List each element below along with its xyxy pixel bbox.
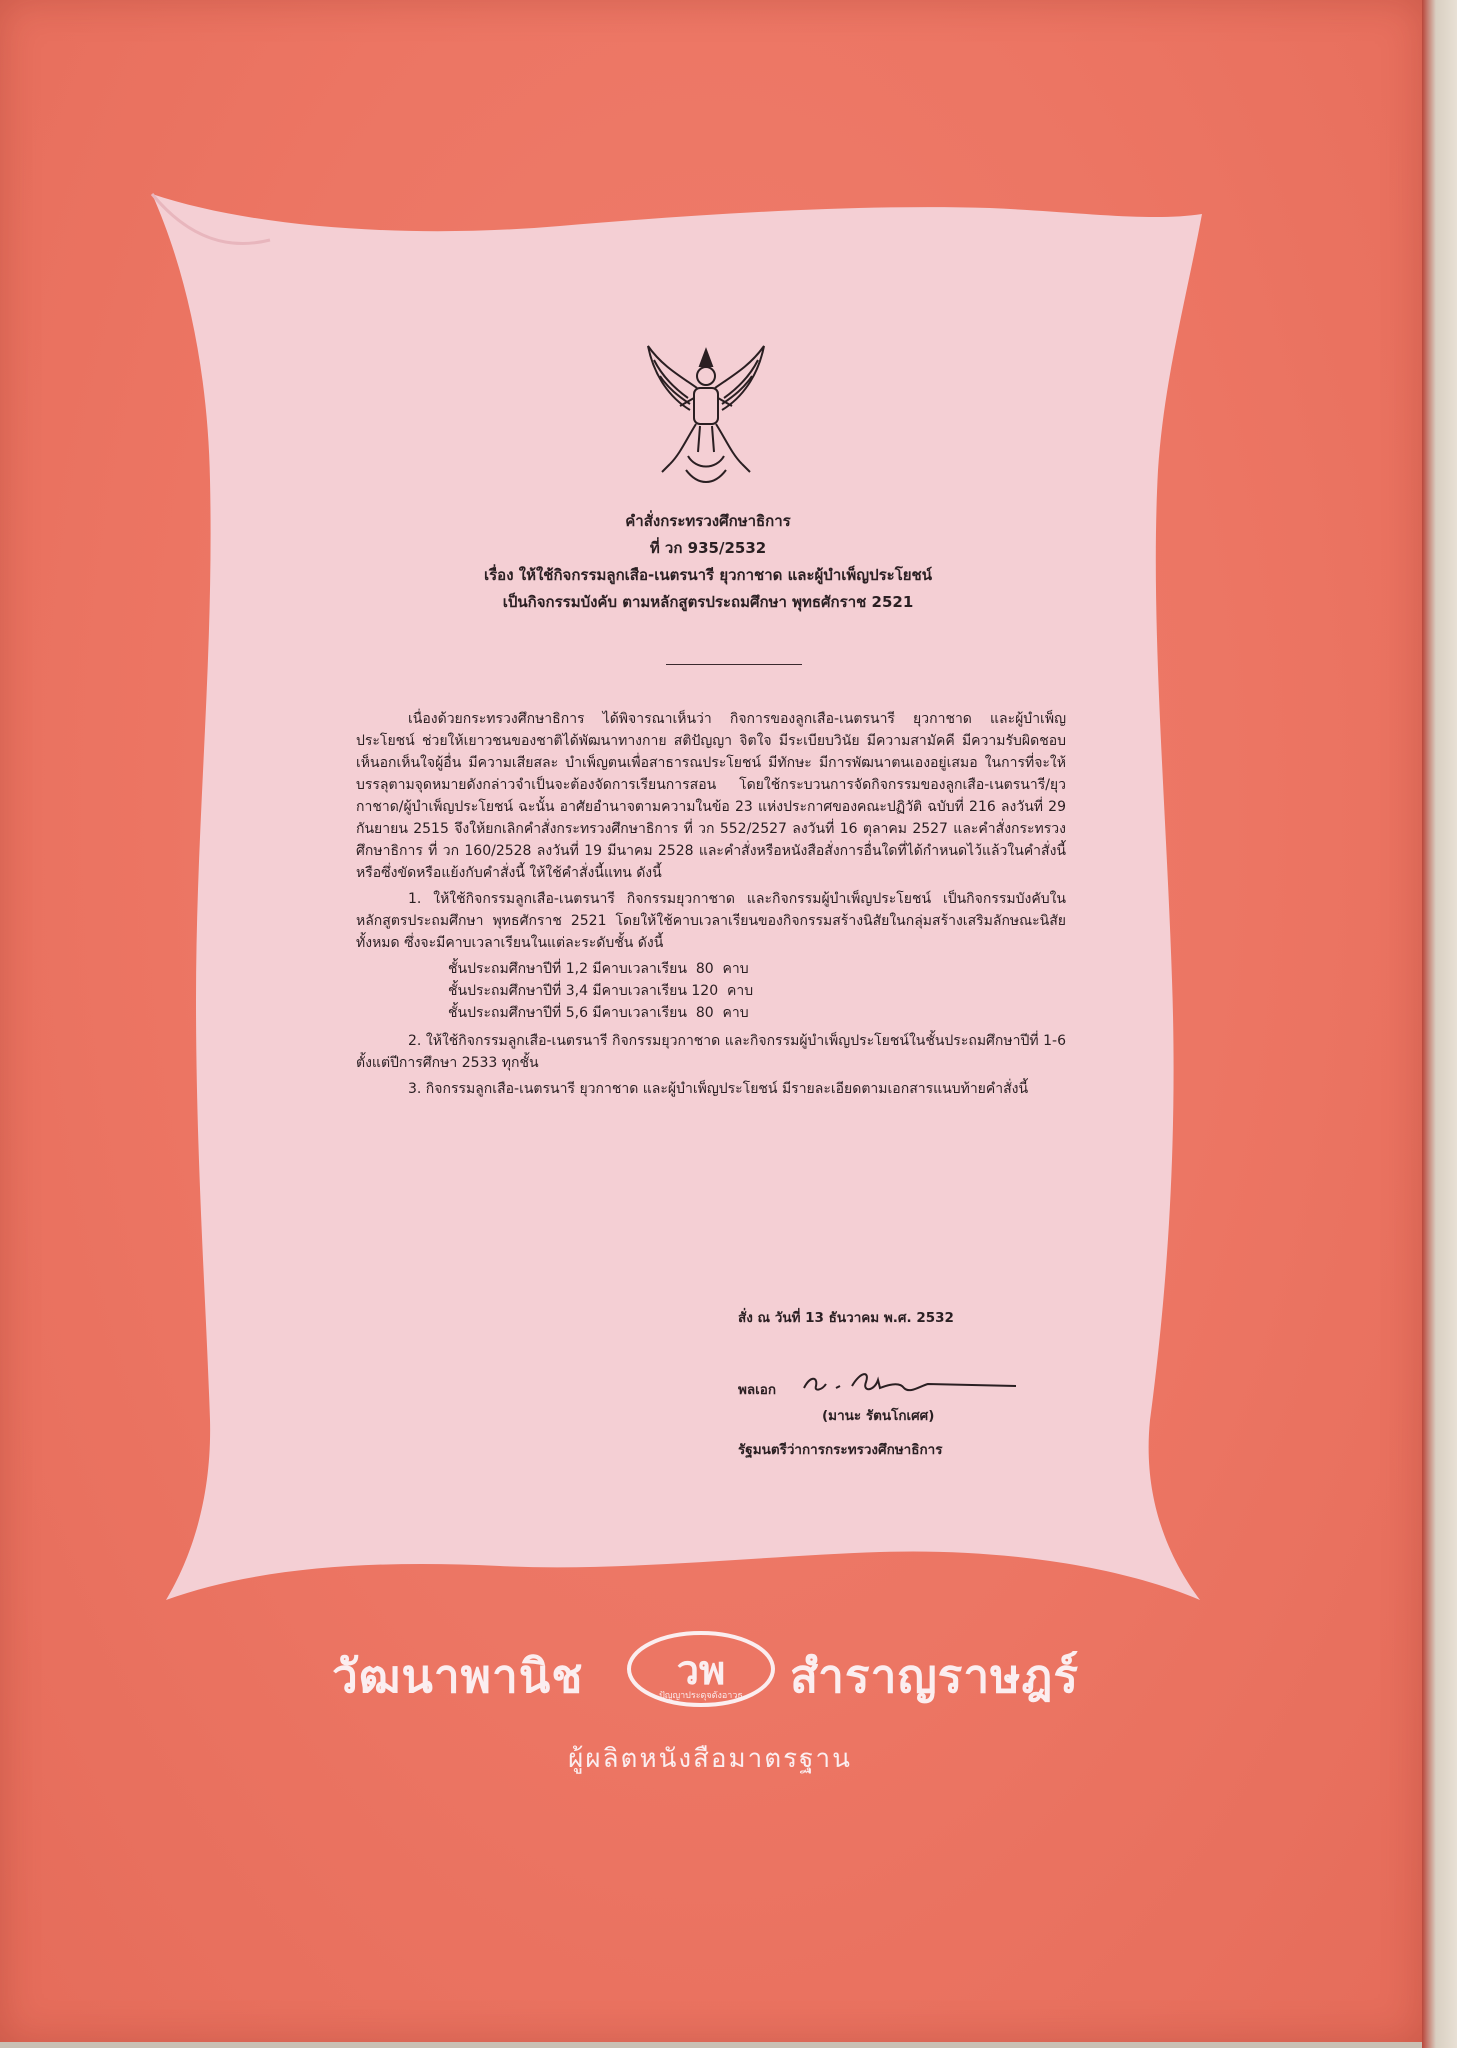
preamble-paragraph: เนื่องด้วยกระทรวงศึกษาธิการ ได้พิจารณาเห็นว่า กิจการของลูกเสือ-เนตรนารี ยุวกาชาด และผู้บำเพ็ญประโยชน์ ช่วยให้เยาวชนของชาติได้พัฒนาทางกาย สติปัญญา จิตใจ มีระเบียบวินัย มีความสามัคคี มีความรับผิดชอบ เห็นอกเห็นใจผู้อื่น มีความเสียสละ บำเพ็ญตนเพื่อสาธารณประโยชน์ มีทักษะ มีการพัฒนาตนเองอยู่เสมอ ในการที่จะให้บรรลุตามจุดหมายดังกล่าวจำเป็นจะต้องจัดการเรียนการสอน โดยใช้กระบวนการจัดกิจกรรมของลูกเสือ-เนตรนารี/ยุวกาชาด/ผู้บำเพ็ญประโยชน์ ฉะนั้น อาศัยอำนาจตามความในข้อ 23 แห่งประกาศของคณะปฏิวัติ ฉบับที่ 216 ลงวันที่ 29 กันยายน 2515 จึงให้ยกเลิกคำสั่งกระทรวงศึกษาธิการ ที่ วก 552/2527 ลงวันที่ 16 ตุลาคม 2527 และคำสั่งกระทรวงศึกษาธิการ ที่ วก 160/2528 ลงวันที่ 19 มีนาคม 2528 และคำสั่งหรือหนังสือสั่งการอื่นใดที่ได้กำหนดไว้แล้วในคำสั่งนี้หรือซึ่งขัดหรือแย้งกับคำสั่งนี้ ให้ใช้คำสั่งนี้แทน ดังนี้ [356, 711, 1066, 881]
order-date: สั่ง ณ วันที่ 13 ธันวาคม พ.ศ. 2532 [738, 1310, 954, 1326]
order-subject-line-2: เป็นกิจกรรมบังคับ ตามหลักสูตรประถมศึกษา พุทธศักราช 2521 [502, 593, 914, 611]
item-3-paragraph: 3. กิจกรรมลูกเสือ-เนตรนารี ยุวกาชาด และผู้บำเพ็ญประโยชน์ มีรายละเอียดตามเอกสารแนบท้ายคำสั่งนี้ [408, 1081, 1029, 1097]
order-header [340, 508, 1076, 616]
publisher-logo [626, 1630, 776, 1708]
publisher-logo-text: วพ [676, 1647, 726, 1694]
publisher-logo-motto: ปัญญาประดุจดังอาวุธ [659, 1691, 743, 1701]
signatory-rank: พลเอก [738, 1382, 777, 1398]
signatory-title: รัฐมนตรีว่าการกระทรวงศึกษาธิการ [738, 1442, 943, 1458]
header-divider [666, 664, 802, 665]
grade-row-5-6: ชั้นประถมศึกษาปีที่ 5,6 มีคาบเวลาเรียน 80 คาบ [448, 1005, 749, 1021]
order-title: คำสั่งกระทรวงศึกษาธิการ [625, 512, 791, 530]
item-1-paragraph: 1. ให้ใช้กิจกรรมลูกเสือ-เนตรนารี กิจกรรมยุวกาชาด และกิจกรรมผู้บำเพ็ญประโยชน์ เป็นกิจกรรมบังคับในหลักสูตรประถมศึกษา พุทธศักราช 2521 โดยให้ใช้คาบเวลาเรียนของกิจกรรมสร้างนิสัยในกลุ่มสร้างเสริมลักษณะนิสัยทั้งหมด ซึ่งจะมีคาบเวลาเรียนในแต่ละระดับชั้น ดังนี้ [356, 891, 1066, 951]
order-body [356, 708, 1066, 1104]
signatory-name: (มานะ รัตนโกเศศ) [822, 1408, 935, 1424]
grade-periods-list [448, 958, 1066, 1024]
publisher-block [330, 1630, 1090, 1780]
publisher-name-right: สำราญราษฎร์ [790, 1649, 1080, 1703]
grade-row-1-2: ชั้นประถมศึกษาปีที่ 1,2 มีคาบเวลาเรียน 80 คาบ [448, 961, 749, 977]
publisher-tagline: ผู้ผลิตหนังสือมาตรฐาน [568, 1744, 852, 1774]
order-number: ที่ วก 935/2532 [649, 539, 767, 557]
grade-row-3-4: ชั้นประถมศึกษาปีที่ 3,4 มีคาบเวลาเรียน 120 คาบ [448, 983, 754, 999]
handwritten-signature [800, 1362, 1020, 1402]
order-subject-line-1: เรื่อง ให้ใช้กิจกรรมลูกเสือ-เนตรนารี ยุวกาชาด และผู้บำเพ็ญประโยชน์ [484, 566, 932, 584]
item-2-paragraph: 2. ให้ใช้กิจกรรมลูกเสือ-เนตรนารี กิจกรรมยุวกาชาด และกิจกรรมผู้บำเพ็ญประโยชน์ในชั้นประถมศึกษาปีที่ 1-6 ตั้งแต่ปีการศึกษา 2533 ทุกชั้น [356, 1033, 1066, 1071]
garuda-emblem [640, 336, 772, 494]
publisher-name-left: วัฒนาพานิช [332, 1649, 584, 1703]
